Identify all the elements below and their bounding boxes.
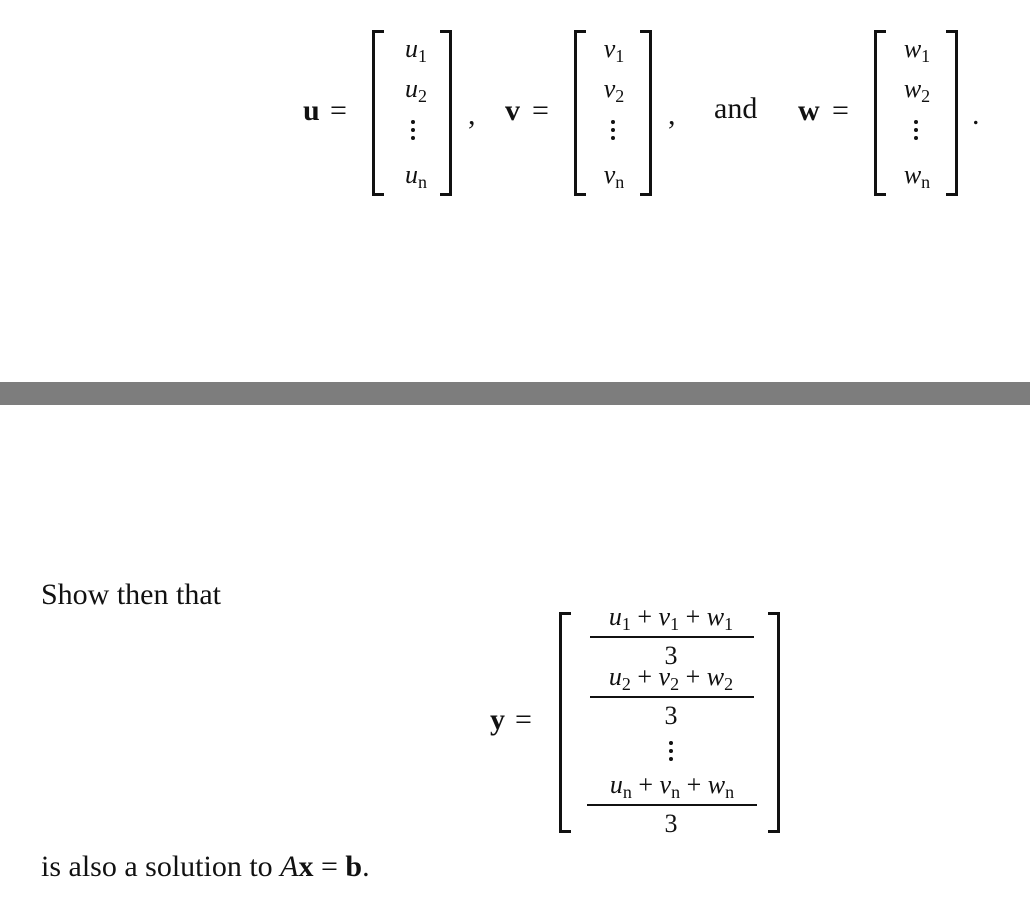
period: . bbox=[972, 98, 980, 131]
vertical-ellipsis bbox=[668, 741, 674, 765]
left-bracket bbox=[874, 30, 886, 196]
fraction-numerator: $u_2 + v_2 + w_2$ bbox=[608, 662, 734, 694]
vertical-ellipsis bbox=[913, 120, 919, 144]
closing-sentence: is also a solution to Ax = b. bbox=[41, 850, 370, 883]
vector-v-symbol: v bbox=[505, 94, 520, 127]
fraction-denominator: 3 bbox=[664, 701, 678, 730]
left-bracket bbox=[574, 30, 586, 196]
vector-w-symbol: w bbox=[798, 94, 820, 127]
and-word: and bbox=[714, 92, 758, 125]
comma: , bbox=[468, 98, 476, 131]
right-bracket bbox=[640, 30, 652, 196]
equals-sign: = bbox=[832, 94, 849, 127]
fraction-line bbox=[590, 696, 754, 698]
show-then-text: Show then that bbox=[41, 578, 221, 611]
vector-entry: $u_1$ bbox=[405, 34, 427, 66]
vector-entry: $w_n$ bbox=[903, 160, 931, 192]
section-divider bbox=[0, 382, 1030, 405]
right-bracket bbox=[768, 612, 780, 833]
fraction-numerator: $u_1 + v_1 + w_1$ bbox=[608, 602, 734, 634]
equals-sign: = bbox=[532, 94, 549, 127]
vector-entry: $u_2$ bbox=[405, 74, 427, 106]
vector-entry: $u_n$ bbox=[405, 160, 427, 192]
fraction-numerator: $u_n + v_n + w_n$ bbox=[609, 770, 735, 802]
vector-entry: $v_n$ bbox=[603, 160, 625, 192]
vertical-ellipsis bbox=[410, 120, 416, 144]
fraction-line bbox=[590, 636, 754, 638]
vector-u-symbol: u bbox=[303, 94, 320, 127]
fraction-denominator: 3 bbox=[664, 641, 678, 670]
vector-y-symbol: y bbox=[490, 703, 505, 736]
fraction-line bbox=[587, 804, 757, 806]
equals-sign: = bbox=[330, 94, 347, 127]
vector-entry: $w_1$ bbox=[903, 34, 931, 66]
vector-entry: $w_2$ bbox=[903, 74, 931, 106]
comma: , bbox=[668, 98, 676, 131]
vector-entry: $v_1$ bbox=[603, 34, 625, 66]
right-bracket bbox=[440, 30, 452, 196]
left-bracket bbox=[559, 612, 571, 833]
right-bracket bbox=[946, 30, 958, 196]
fraction-denominator: 3 bbox=[664, 809, 678, 838]
vector-entry: $v_2$ bbox=[603, 74, 625, 106]
left-bracket bbox=[372, 30, 384, 196]
equals-sign: = bbox=[515, 703, 532, 736]
vertical-ellipsis bbox=[610, 120, 616, 144]
